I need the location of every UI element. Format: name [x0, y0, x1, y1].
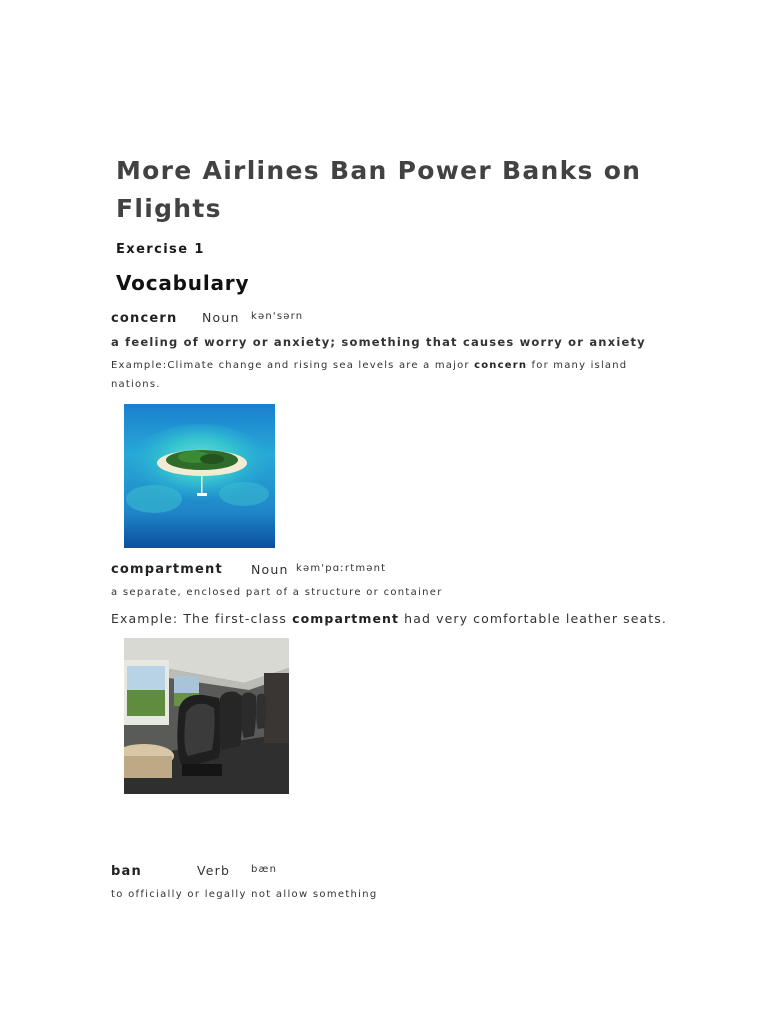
part-of-speech-ban: Verb	[197, 863, 231, 878]
part-of-speech-concern: Noun	[202, 310, 240, 325]
section-heading: Vocabulary	[116, 271, 250, 295]
exercise-label: Exercise 1	[116, 242, 205, 257]
part-of-speech-compartment: Noun	[251, 562, 289, 577]
pronunciation-concern: kən'sərn	[251, 311, 304, 322]
train-compartment-photo	[124, 638, 289, 794]
example-concern: Example:Climate change and rising sea levels are a major concern for many island nations.	[111, 360, 628, 390]
vocab-word-compartment: compartment	[111, 562, 223, 577]
pronunciation-compartment: kəm'pɑːrtmənt	[296, 563, 387, 574]
island-photo	[124, 404, 275, 548]
example-keyword-concern: concern	[474, 360, 528, 371]
example-compartment: Example: The first-class compartment had very comfortable leather seats.	[111, 611, 667, 626]
definition-compartment: a separate, enclosed part of a structure or container	[111, 587, 443, 598]
definition-ban: to officially or legally not allow something	[111, 889, 378, 900]
vocab-word-concern: concern	[111, 311, 178, 326]
page-title: More Airlines Ban Power Banks on Flights	[116, 156, 642, 223]
vocab-word-ban: ban	[111, 864, 142, 879]
example-keyword-compartment: compartment	[292, 611, 400, 626]
pronunciation-ban: bæn	[251, 864, 278, 875]
definition-concern: a feeling of worry or anxiety; something that causes worry or anxiety	[111, 335, 646, 349]
